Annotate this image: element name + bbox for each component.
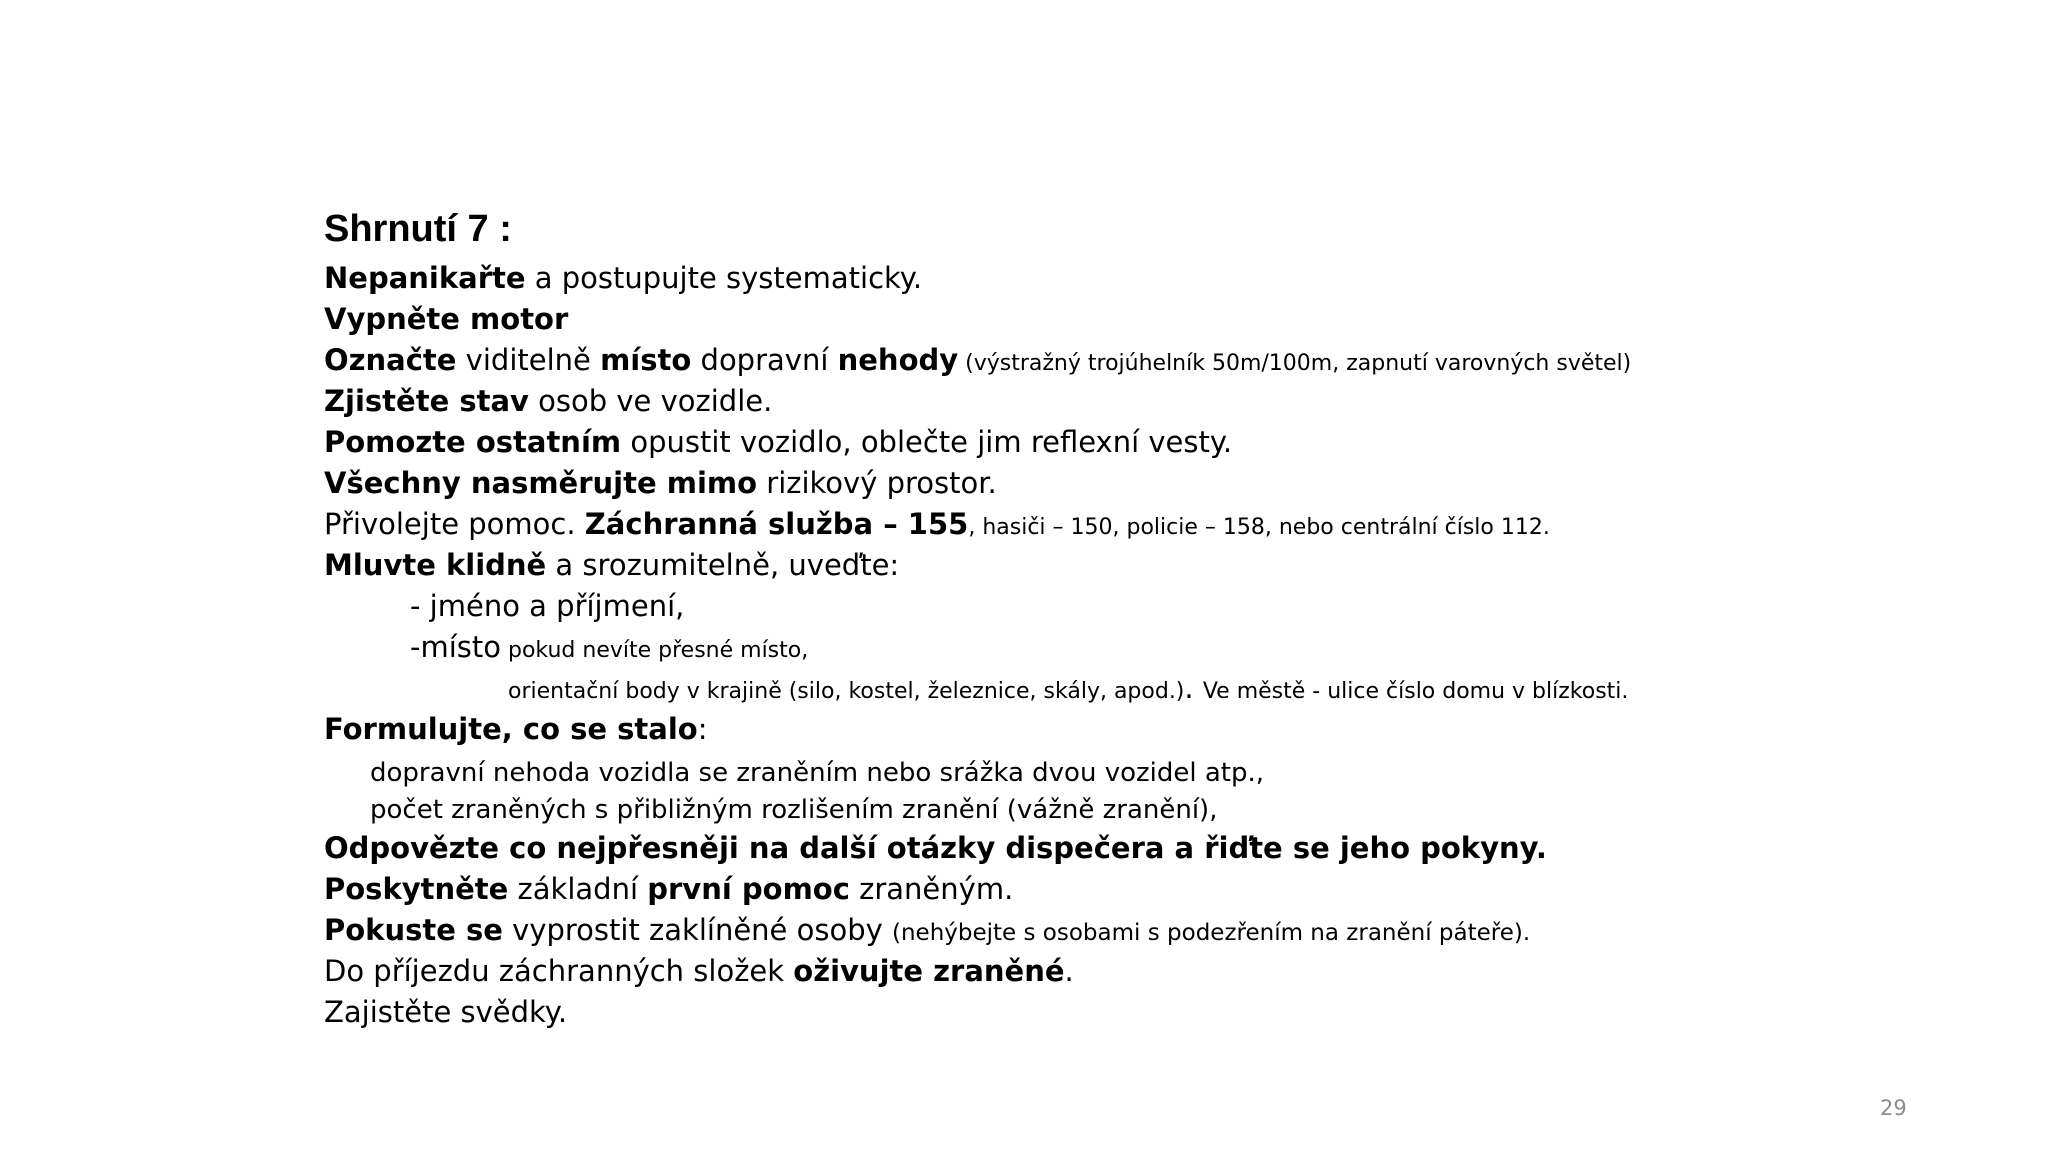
text-segment: a srozumitelně, uveďte: — [546, 548, 900, 582]
text-line — [324, 463, 997, 503]
text-segment: Vypněte motor — [324, 302, 569, 336]
text-segment: rizikový prostor. — [757, 466, 997, 500]
text-segment: (výstražný trojúhelník 50m/100m, zapnutí varovných světel) — [958, 351, 1632, 376]
text-line — [324, 545, 899, 585]
text-segment: . — [1064, 954, 1074, 988]
text-segment: místo — [600, 343, 692, 377]
text-segment: , hasiči – 150, policie – 158, nebo centrální číslo 112. — [968, 515, 1550, 540]
text-segment: (nehýbejte s osobami s podezřením na zranění páteře). — [892, 920, 1531, 946]
text-segment: Ve městě - ulice číslo domu v blízkosti. — [1202, 679, 1629, 704]
text-segment: opustit vozidlo, oblečte jim reflexní vesty. — [621, 425, 1233, 459]
text-segment: Všechny nasměrujte mimo — [324, 466, 758, 500]
text-segment: Pomozte ostatním — [324, 425, 622, 459]
text-segment: první pomoc — [647, 872, 850, 906]
text-segment: Formulujte, co se stalo — [324, 712, 698, 746]
text-line — [324, 709, 707, 749]
text-line — [410, 586, 684, 626]
text-line — [324, 381, 772, 421]
text-segment: Odpovězte co nejpřesněji na další otázky dispečera a řiďte se jeho pokyny. — [324, 831, 1547, 865]
text-line — [324, 951, 1074, 991]
slide-title: Shrnutí 7 : — [324, 208, 512, 250]
text-segment: Pokuste se — [324, 913, 503, 947]
text-segment: orientační body v krajině (silo, kostel, železnice, skály, apod.) — [508, 679, 1185, 704]
text-segment: Zjistěte stav — [324, 384, 529, 418]
text-segment: počet zraněných s přibližným rozlišením zranění (vážně zranění), — [370, 795, 1218, 825]
text-segment: dopravní — [691, 343, 838, 377]
text-line — [324, 299, 568, 339]
text-segment: -místo — [410, 630, 501, 664]
text-segment: a postupujte systematicky. — [525, 261, 923, 295]
text-segment: pokud nevíte přesné místo, — [501, 638, 809, 663]
text-line — [508, 668, 1628, 712]
text-line — [410, 627, 808, 671]
text-line — [324, 340, 1631, 384]
page-number: 29 — [1880, 1096, 1907, 1120]
text-segment: nehody — [837, 343, 959, 377]
text-segment: - jméno a příjmení, — [410, 589, 685, 623]
text-segment: Nepanikařte — [324, 261, 526, 295]
text-segment: : — [697, 712, 708, 746]
text-line — [370, 788, 1217, 830]
text-segment: Mluvte klidně — [324, 548, 547, 582]
text-segment: Označte — [324, 343, 457, 377]
text-segment: Zajistěte svědky. — [324, 995, 568, 1029]
text-line — [370, 751, 1264, 793]
text-segment: . — [1184, 671, 1203, 705]
text-segment: Poskytněte — [324, 872, 509, 906]
text-line — [324, 828, 1547, 868]
text-segment: Přivolejte pomoc. — [324, 507, 585, 541]
text-segment: oživujte zraněné — [793, 954, 1065, 988]
text-segment: Do příjezdu záchranných složek — [324, 954, 794, 988]
text-segment: zraněným. — [849, 872, 1014, 906]
text-line — [324, 869, 1013, 909]
text-segment: Záchranná služba – 155 — [584, 507, 969, 541]
text-line — [324, 258, 922, 298]
text-segment: osob ve vozidle. — [528, 384, 773, 418]
text-segment: dopravní nehoda vozidla se zraněním nebo srážka dvou vozidel atp., — [370, 758, 1265, 788]
text-line — [324, 910, 1530, 953]
text-line — [324, 422, 1232, 462]
text-line — [324, 992, 567, 1032]
text-line — [324, 504, 1550, 548]
text-segment: vyprostit zaklíněné osoby — [502, 913, 892, 947]
text-segment: základní — [508, 872, 648, 906]
text-segment: viditelně — [456, 343, 601, 377]
